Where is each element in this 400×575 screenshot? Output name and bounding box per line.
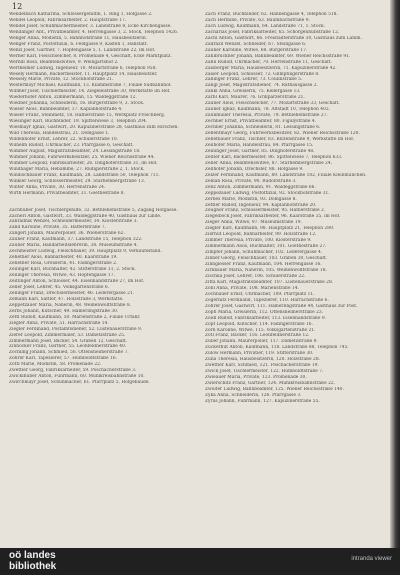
directory-entry: Zwick Josef, Tischlermeister, 122. Humboldtstraße 7. xyxy=(205,369,324,375)
directory-entry: Zehetbauer Franz, Tischler, 83. Blütenstraße 9, Werkstätte im Hof. xyxy=(205,137,355,143)
directory-entry: Zankl Anna, Greislerin, 75. Kellergasse 13. xyxy=(205,89,301,95)
directory-entry: Wild Theresia, Handelsfrau, 21. Domgasse 1. xyxy=(9,131,110,137)
directory-entry: Zitta Karl, Magistratsbeamter, 107. Lustenauerstraße 28. xyxy=(205,279,334,285)
directory-entry: Zettler Rudolf, Ingenieur, 94. Kaplanhofstraße 20. xyxy=(205,202,317,208)
directory-entry: Zaunmüller Theresia, Private, 79. Bethlehemstraße 27. xyxy=(205,113,328,119)
directory-entry: Zadrazil Wenzel, Schneider, 67. Steingasse 6. xyxy=(205,41,307,47)
directory-entry: Zechner Johanna, Schneiderin, 81. Lessingstraße 6. xyxy=(205,125,321,131)
directory-entry: Wirth Hermann, Privatbeamter, 31. Goethestraße 8. xyxy=(9,190,125,196)
directory-entry: Zinngiesser Franz, Kaufmann, 104. Herrengasse 16. xyxy=(205,262,322,268)
directory-entry: Werner Karl, Fleischselcher, 8. Promenade 4, Geschäft, Ecke Marktplatz. xyxy=(9,53,172,59)
directory-entry: Zwierschitz Franz, Gärtner, 124. Mühlkreisbahnstraße 22. xyxy=(205,381,336,387)
directory-entry: Zeller Josef, Lehrer, 45. Volksgartenstraße 6. xyxy=(9,284,110,290)
directory-entry: Zimpfer Johann, Schuhmacher, 102. Lederergasse 4. xyxy=(205,250,323,256)
directory-entry: Zehetner Alois, Bahnarbeiter, 40. Kaarstraße 19. xyxy=(9,255,118,261)
directory-entry: Zemann Karl, Sattler, 47. Holzstraße 3, Werkstätte. xyxy=(9,296,124,302)
directory-entry: Zaiser Leopold, Schlosser, 72. Glimpfingerstraße 8. xyxy=(205,71,320,77)
directory-entry: Wertheimer Ludwig, Ingenieur, 10. Mozartstraße 6, Telephon 958. xyxy=(9,65,157,71)
directory-entry: Ziegelböck Josef, Fabriksarbeiter, 96. Kaarstraße 35, im Hof. xyxy=(205,214,341,220)
directory-entry: Zögernitz Ferdinand, Tapezierer, 110. Harrachstraße 6. xyxy=(205,297,329,303)
directory-entry: Zöpfl Maria, Greislerin, 112. Ottensheimerstraße 23. xyxy=(205,309,324,315)
directory-entry: Zäuner Karoline, Witwe, 68. Bürgerstraße 17. xyxy=(205,47,308,53)
directory-entry: Wenger Franz, Postoffizial, 6. Feldgasse 9, Kasten 1, Hallstatt. xyxy=(9,41,149,47)
directory-entry: Zehentmayr Georg, Fuhrwerksbesitzer, 82. Wiener Reichsstraße 120. xyxy=(205,131,360,137)
directory-entry: Zehetner Rosa, Greislerin, 41. Fadingerstraße 2. xyxy=(9,261,118,267)
directory-entry: Zinnöcker Franz, Gärtner, 55. Leonfeldnerstraße 40. xyxy=(9,344,127,350)
directory-entry: Ziegler Ferdinand, Postamtsdiener, 52. Lustenauerstraße 9. xyxy=(9,326,143,332)
viewer-label: intranda viewer xyxy=(351,556,392,562)
directory-entry: Zeitler Karl, Bäckermeister, 86. Spittelwiese 7, Telephon 633. xyxy=(205,154,343,160)
directory-entry: Zirnbauer Maria, Näherin, 105. Weißenwolffstraße 18. xyxy=(205,267,327,273)
entry-group xyxy=(9,208,191,387)
directory-entry: Zahn Rudolf, Uhrmacher, 70. Herrenstraße 11, Geschäft. xyxy=(205,59,332,65)
directory-entry: Zwirchmayr Josef, Schuhmacher, 61. Pfarrplatz 5, Hofgebäude. xyxy=(9,380,150,386)
directory-entry: Zauner Maria, Handarbeitslehrerin, 38. Museumstraße 4. xyxy=(9,243,138,249)
directory-entry: Zieger Anna, Witwe, 97. Museumstraße 19. xyxy=(205,220,302,226)
directory-entry: Zangerl Johann, Maurerpolier, 36. Wienerstraße 62. xyxy=(9,231,125,237)
directory-entry: Zwettler Georg, Fabriksarbeiter, 59. Poschacherstraße 3. xyxy=(9,368,137,374)
directory-entry: Zierhut Leopold, Bahnarbeiter, 99. Holzstraße 12. xyxy=(205,232,317,238)
directory-entry: Zahlbruckner Johann, Bahnbeamter, 69. Wiener Reichsstraße 91. xyxy=(205,53,351,59)
directory-entry: Zülow Hermann, Privatier, 119. Stifterstraße 30. xyxy=(205,351,314,357)
entry-group xyxy=(9,12,191,197)
directory-entry: Zopf Leopold, Kutscher, 114. Fadingerstraße 16. xyxy=(205,321,313,327)
directory-entry: Wendelbach Katharina, Schlossergehilfin, 1. Ring 1, Hofgasse 2. xyxy=(9,12,153,17)
directory-entry: Zechmeister Ludwig, Fleischhauer, 39. Hauptplatz 9, Verkaufsstand. xyxy=(9,249,162,255)
directory-entry: Zand Karoline, Private, 35. Hafferlstraße 7. xyxy=(9,225,106,231)
directory-entry: Zötl Franz, Bäcker, 116. Leonfeldnerstraße 12. xyxy=(205,333,310,339)
directory-entry: Zach Ludwig, Kaufmann, 64. Landstraße 71, 1. Stock. xyxy=(205,23,326,29)
directory-entry: Zimmer Theresia, Private, 100. Klosterstraße 9. xyxy=(205,238,312,244)
directory-entry: Zenz Anton, Zimmermann, 91. Waldeggstraße 66. xyxy=(205,184,316,190)
directory-entry: Zeppetzauer Maria, Näherin, 48. Weißenwolffstraße 8. xyxy=(9,302,132,308)
directory-entry: Zeininger Josef, Gärtner, 85. Dinghoferstraße 48. xyxy=(205,148,315,154)
directory-entry: Zuber Johann, Maurerpolier, 117. Dametzstraße 9. xyxy=(205,339,318,345)
directory-entry: Zachl Anton, Gastwirt, 66. Freistädterstraße 30, Gasthaus zum Lamm. xyxy=(205,35,362,41)
directory-entry: Zeilinger Theresia, Witwe, 43. Hopfengasse 17. xyxy=(9,273,115,279)
directory-entry: Zellinger Franz, Drechslermeister, 46. Lederergasse 21. xyxy=(9,290,135,296)
right-column xyxy=(205,12,387,405)
directory-entry: Wimmer Johann, Fuhrwerksbesitzer, 25. Wiener Reichsstraße 44. xyxy=(9,154,155,160)
directory-entry: Zimmermann Josef, Bäcker, 54. Graben 12, Geschäft. xyxy=(9,338,128,344)
directory-entry: Zaisberger Maria, Hausbesitzerin, 71. Kapuzinerstraße 42. xyxy=(205,65,337,71)
library-logo[interactable] xyxy=(9,550,56,572)
directory-entry: Wiedner Johanna, Schneiderin, 16. Bürgerstraße 9, 3. Stock. xyxy=(9,101,145,107)
directory-entry: Zach Hermine, Private, 63. Baumbachstraße 9. xyxy=(205,17,310,23)
directory-entry: Zöchling Johann, Schmied, 56. Ottensheimerstraße 7. xyxy=(9,350,129,356)
directory-entry: Zahradnik Wenzel, Schneidermeister, 34. Klosterstraße 3. xyxy=(9,219,138,225)
left-column xyxy=(9,12,191,386)
directory-entry: Wesely Hermann, Bäckermeister, 11. Hauptplatz 14, Hausbesitzer. xyxy=(9,71,158,77)
directory-entry: Zöbl Anna, Private, 108. Marienstraße 14. xyxy=(205,285,299,291)
directory-entry: Zinner Georg, Fleischhauer, 103. Graben 30, Geschäft. xyxy=(205,256,328,262)
directory-entry: Wessely Marie, Private, 12. Stockhofstraße 21. xyxy=(9,77,114,83)
logo-line-2: bibliothek xyxy=(9,561,57,572)
directory-entry: Wiesmayr Ignaz, Gastwirt, 20. Kapuzinerstraße 28, Gasthaus zum Hirschen. xyxy=(9,125,179,131)
directory-entry: Zerbes Marie, Modistin, 93. Domgasse 8. xyxy=(205,196,297,202)
directory-entry: Windhager Maria, Hebamme, 27. Rudigierstraße 2, 1. Stock. xyxy=(9,166,145,172)
directory-entry: Zimmermann Alois, Buchhalter, 101. Goethestraße 27. xyxy=(205,244,327,250)
directory-entry: Zarbl Karl, Maurer, 76. Grillparzerstraße 21. xyxy=(205,95,305,101)
directory-entry: Zettl Rudolf, Kaufmann, 50. Marienstraße 2, Filiale Urfahr. xyxy=(9,314,141,320)
directory-entry: Zuckerhut Anton, Kaufmann, 118. Landstraße 88, Telephon 745. xyxy=(205,345,349,351)
directory-entry: Wiesinger Karl, Buchbinder, 19. Spittelwiese 3, Telephon 204. xyxy=(9,119,148,125)
directory-entry: Zangl Josef, Magistratsdiener, 74. Rathausgasse 2. xyxy=(205,83,318,89)
directory-entry: Zöhrer Karl, Tapezierer, 57. Humboldtstraße 16. xyxy=(9,356,117,362)
directory-entry: Wendel Josef, Schuhmachermeister, 3. Landstraße 8, Ecke Kirchengasse. xyxy=(9,23,172,29)
directory-entry: Westermayr Michael, Kaufmann, 13. Klammstraße 7, Filiale Südbahnhof. xyxy=(9,83,172,89)
directory-entry: Zwieauer Maria, Private, 123. Promenade 30. xyxy=(205,375,307,381)
directory-entry: Winter Anna, Private, 30. Herrenstraße 24. xyxy=(9,184,106,190)
directory-entry: Zeitlinger Anton, Schlosser, 44. Eisenhandstraße 27, im Hof. xyxy=(9,278,145,284)
directory-entry: Wenger Anna, Modistin, 5. Bahnhofstraße 11, Hausbesitzerin. xyxy=(9,35,148,41)
directory-entry: Zwettler Karl, Schmied, 121. Poschacherstraße 19. xyxy=(205,363,319,369)
directory-entry: Wimmer August, Magistratsbeamter, 24. Lessingstraße 18. xyxy=(9,148,141,154)
directory-entry: Zeppezauer Ludwig, Postoffizial, 92. Stockhofstraße 31. xyxy=(205,190,330,196)
directory-entry: Wenzl Josef, Gärtner, 7. Hopfengasse 5, 1. Landstraße 22, im Hof. xyxy=(9,47,156,53)
directory-entry: Wimmer Leopold, Fabriksarbeiter, 26. Dinghoferstraße 31, im Hof. xyxy=(9,160,158,166)
directory-entry: Zwicklhuber Anton, Fuhrmann, 60. Mühlkreisbahnstraße 10. xyxy=(9,374,145,380)
directory-entry: Zöchbauer Ernst, Uhrmacher, 109. Pfarrplatz 11. xyxy=(205,291,315,297)
directory-entry: Zellhofer Johann, Drechsler, 88. Hofgasse 9. xyxy=(205,166,304,172)
directory-entry: Zeilinger Karl, Buchhalter, 42. Stifterstraße 11, 2. Stock. xyxy=(9,267,136,273)
directory-entry: Zauner Franz, Kaufmann, 37. Landstraße 15, Telephon 322. xyxy=(9,237,143,243)
directory-entry: Windischbauer Franz, Kaufmann, 28. Landstraße 50, Telephon 711. xyxy=(9,172,160,178)
directory-entry: Zach Franz, Buchbinder, 62. Hahnengasse 4, Telephon 518. xyxy=(205,12,338,17)
directory-entry: Zöhrer Josef, Gastwirt, 111. Hamerlingstraße 44, Gasthaus zur Post. xyxy=(205,303,358,309)
directory-entry: Zachhuber Josef, Tischlergehilfe, 32. Bethlehemstraße 5, Zugang Hofgasse. xyxy=(9,207,178,213)
directory-entry: Winkler Georg, Schlossermeister, 29. Starhembergstraße 13. xyxy=(9,178,146,184)
directory-entry: Wendel Leopold, Fabriksarbeiter, 2. Hauptstraße 17. xyxy=(9,17,127,23)
directory-entry: Zerbs Johann, Kutscher, 49. Hamerlingstraße 30. xyxy=(9,308,119,314)
page-number: 12 xyxy=(12,2,23,11)
directory-entry: Zelzer Ferdinand, Kaufmann, 89. Landstraße 102, Filiale Kleinmünchen. xyxy=(205,172,367,178)
logo-line-1: oö landes xyxy=(9,550,56,561)
directory-entry: Zierer Leopold, Zimmermaler, 53. Dametzstraße 25. xyxy=(9,332,126,338)
page-fold-shadow xyxy=(390,0,400,548)
directory-entry: Zuna Theresia, Hausbesitzerin, 120. Holzstraße 28. xyxy=(205,357,321,363)
directory-entry: Zyrus Johann, Fuhrmann, 127. Kapuzinerstraße 55. xyxy=(205,398,320,404)
directory-entry: Wibmer Josef, Tischlermeister, 14. Ziegeleistraße 30, Werkstätte im Hof. xyxy=(9,89,171,95)
directory-entry: Ziegler Anna, Private, 51. Harrachstraße 14. xyxy=(9,320,109,326)
directory-entry: Zorn Karoline, Witwe, 115. Volksgartenstraße 21. xyxy=(205,327,316,333)
directory-entry: Zeugner Franz, Schlossermeister, 95. Hafnerstraße 2. xyxy=(205,208,326,214)
directory-entry: Wildenhofer Ernst, Lehrer, 22. Schulerstraße 10. xyxy=(9,137,119,143)
directory-entry: Zwölfer Ludwig, Bahnbeamter, 125. Wiener Reichsstraße 140. xyxy=(205,387,344,393)
directory-entry: Zyka Anna, Schneiderin, 126. Pfarrgasse 3. xyxy=(205,393,302,398)
directory-entry: Zacherl Anton, Gastwirt, 33. Waldeggstraße 40, Gasthaus zur Linde. xyxy=(9,213,162,219)
entry-group xyxy=(205,12,387,405)
directory-entry: Wendlinger Ant., Privatbeamter, 4. Herrengasse 3, 2. Stock, Telephon 1426. xyxy=(9,29,179,35)
viewer-footer xyxy=(0,548,400,575)
directory-entry: Wieser Alois, Bahnbeamter, 17. Kaplanhofstraße 4. xyxy=(9,107,123,113)
directory-entry: Wiederhofer Anton, Zimmermann, 15. Waldeggstraße 12. xyxy=(9,95,137,101)
directory-entry: Zacharias Josef, Fabriksarbeiter, 65. Schörgenhubstraße 12. xyxy=(205,29,340,35)
directory-entry: Wilhelm Rudolf, Uhrmacher, 23. Pfarrgasse 6, Geschäft. xyxy=(9,142,134,148)
directory-entry: Zoidl Rudolf, Fabriksarbeiter, 113. Eisenhandstraße 9. xyxy=(205,315,327,321)
directory-entry: Zeilhofer Maria, Handelsfrau, 84. Pfarrgasse 15. xyxy=(205,142,314,148)
directory-entry: Zeman Rosa, Private, 90. Rudolfstraße 3. xyxy=(205,178,297,184)
directory-entry: Zischka Josef, Lehrer, 106. Schulerstraße 22. xyxy=(205,273,306,279)
directory-entry: Zauner Alois, Fleischselcher, 77. Mozartstraße 33, Geschäft. xyxy=(205,101,340,107)
directory-entry: Zallinger Franz, Lehrer, 73. Coulinstraße 5. xyxy=(205,77,303,83)
directory-entry: Zeller Anna, Beamtenswitwe, 87. Starhembergstraße 24. xyxy=(205,160,333,166)
directory-entry: Zöttl Marie, Modistin, 58. Promenade 22. xyxy=(9,362,102,368)
directory-entry: Zauner Ignaz, Kaufmann, 78. Altstadt 10, Telephon 402. xyxy=(205,107,331,113)
directory-entry: Ziegler Karl, Kaufmann, 98. Hauptplatz 21, Telephon 289. xyxy=(205,226,335,232)
directory-entry: Werndl Rosa, Beamtenswitwe, 9. Weingartshof 2. xyxy=(9,59,119,65)
directory-entry: Wieser Franz, Steinmetz, 18. Hafnerstraße 15, Werkplatz Froschberg. xyxy=(9,113,166,119)
directory-entry: Zechner Ernst, Privatbeamter, 80. Figulystraße 4. xyxy=(205,119,317,125)
